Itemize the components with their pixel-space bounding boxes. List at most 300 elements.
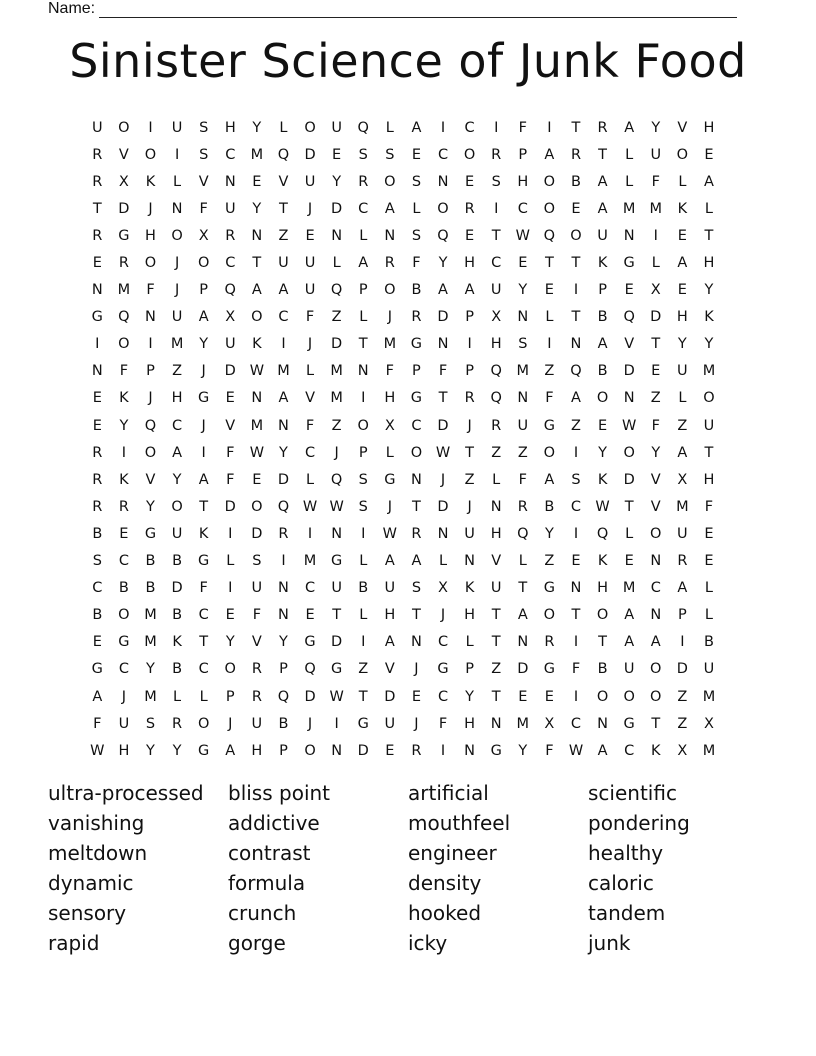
grid-letter: Z	[358, 661, 369, 678]
grid-letter: S	[411, 580, 422, 597]
grid-letter: C	[491, 255, 502, 272]
grid-letter: A	[597, 173, 608, 190]
grid-letter: D	[384, 688, 396, 705]
grid-letter: U	[384, 715, 396, 732]
grid-letter: L	[678, 390, 687, 407]
grid-letter: F	[438, 363, 448, 380]
grid-letter: U	[464, 525, 475, 542]
grid-letter: J	[387, 498, 392, 515]
grid-letter: L	[412, 200, 421, 217]
grid-letter: H	[703, 471, 715, 488]
grid-letter: G	[118, 227, 130, 244]
grid-letter: J	[414, 715, 419, 732]
grid-row	[84, 249, 722, 276]
grid-letter: G	[91, 309, 103, 326]
grid-letter: A	[92, 688, 103, 705]
grid-letter: Y	[252, 200, 262, 217]
grid-letter: E	[518, 255, 528, 272]
grid-letter: Y	[651, 119, 661, 136]
grid-letter: N	[490, 498, 502, 515]
grid-letter: X	[677, 742, 688, 759]
grid-letter: I	[361, 634, 366, 651]
grid-letter: L	[332, 255, 341, 272]
name-blank-line[interactable]	[99, 3, 737, 18]
grid-letter: U	[703, 417, 715, 434]
grid-letter: Y	[225, 634, 235, 651]
grid-letter: K	[597, 255, 608, 272]
grid-letter: F	[651, 417, 660, 434]
grid-letter: H	[384, 390, 396, 407]
word-list-item: icky	[408, 931, 448, 955]
grid-letter: E	[119, 525, 129, 542]
grid-letter: F	[305, 417, 315, 434]
grid-letter: Q	[490, 390, 502, 407]
grid-letter: R	[251, 661, 262, 678]
grid-letter: S	[491, 173, 501, 190]
grid-letter: L	[199, 688, 208, 705]
grid-letter: M	[250, 417, 264, 434]
grid-letter: F	[545, 390, 554, 407]
grid-letter: I	[467, 336, 472, 353]
grid-letter: M	[516, 715, 530, 732]
grid-letter: L	[704, 580, 713, 597]
grid-letter: T	[651, 336, 661, 353]
grid-letter: G	[331, 661, 343, 678]
grid-letter: W	[90, 742, 105, 759]
grid-letter: U	[331, 119, 342, 136]
grid-letter: C	[570, 498, 582, 515]
grid-letter: T	[624, 498, 634, 515]
grid-letter: G	[437, 661, 449, 678]
grid-letter: O	[171, 227, 183, 244]
grid-row	[84, 548, 722, 575]
grid-letter: C	[278, 309, 289, 326]
grid-letter: G	[623, 715, 635, 732]
grid-letter: R	[92, 498, 103, 515]
grid-letter: B	[118, 580, 129, 597]
grid-letter: O	[703, 390, 715, 407]
grid-letter: F	[305, 309, 315, 326]
grid-letter: O	[623, 688, 635, 705]
grid-letter: E	[411, 146, 421, 163]
grid-letter: I	[653, 227, 658, 244]
grid-letter: Z	[517, 444, 528, 461]
grid-letter: O	[676, 146, 689, 163]
grid-letter: O	[304, 742, 316, 759]
grid-letter: E	[225, 607, 235, 624]
grid-letter: Y	[172, 471, 182, 488]
grid-letter: E	[305, 227, 315, 244]
grid-letter: E	[518, 688, 528, 705]
grid-letter: C	[650, 580, 661, 597]
grid-letter: R	[544, 634, 555, 651]
grid-letter: A	[624, 634, 635, 651]
grid-letter: P	[598, 282, 607, 299]
grid-letter: T	[598, 634, 607, 651]
grid-letter: O	[543, 200, 556, 217]
grid-row	[84, 331, 722, 358]
grid-row	[84, 412, 722, 439]
grid-letter: B	[544, 498, 555, 515]
grid-letter: F	[146, 282, 155, 299]
word-list-item: tandem	[588, 901, 666, 925]
grid-letter: H	[703, 255, 715, 272]
grid-letter: I	[334, 715, 339, 732]
grid-letter: E	[597, 417, 608, 434]
grid-letter: Y	[704, 336, 714, 353]
grid-letter: R	[92, 146, 103, 163]
grid-letter: R	[464, 200, 475, 217]
grid-letter: N	[331, 742, 343, 759]
grid-letter: E	[411, 688, 421, 705]
grid-letter: L	[359, 553, 368, 570]
grid-letter: X	[677, 471, 688, 488]
grid-letter: J	[307, 715, 313, 732]
grid-letter: E	[544, 688, 554, 705]
grid-letter: W	[435, 444, 451, 461]
grid-letter: M	[117, 282, 131, 299]
grid-letter: E	[92, 634, 102, 651]
grid-letter: C	[358, 200, 369, 217]
grid-letter: G	[490, 742, 502, 759]
grid-letter: B	[411, 282, 422, 299]
grid-letter: U	[304, 255, 316, 272]
grid-letter: I	[547, 336, 552, 353]
grid-letter: O	[623, 444, 635, 461]
grid-letter: Y	[438, 255, 448, 272]
grid-letter: L	[306, 363, 315, 380]
grid-letter: E	[677, 227, 687, 244]
grid-row	[84, 222, 722, 249]
grid-letter: Y	[332, 173, 342, 190]
grid-letter: S	[145, 715, 156, 732]
grid-letter: R	[411, 309, 422, 326]
grid-letter: H	[703, 119, 715, 136]
grid-letter: N	[410, 634, 422, 651]
grid-letter: N	[357, 363, 369, 380]
grid-letter: L	[545, 309, 554, 326]
grid-letter: C	[198, 661, 209, 678]
grid-letter: E	[92, 417, 102, 434]
grid-row	[84, 358, 722, 385]
grid-letter: A	[411, 119, 422, 136]
grid-letter: V	[384, 661, 395, 678]
grid-letter: T	[199, 634, 209, 651]
grid-letter: B	[597, 309, 608, 326]
grid-letter: R	[677, 553, 688, 570]
grid-letter: J	[121, 688, 127, 705]
grid-letter: U	[384, 580, 396, 597]
word-list-item: ultra-processed	[48, 781, 204, 805]
grid-letter: T	[571, 119, 581, 136]
grid-letter: K	[145, 173, 156, 190]
grid-letter: Y	[146, 742, 155, 759]
grid-letter: A	[597, 200, 608, 217]
grid-letter: E	[252, 471, 262, 488]
grid-letter: B	[172, 553, 183, 570]
grid-letter: L	[625, 525, 634, 542]
grid-letter: X	[118, 173, 129, 190]
grid-letter: S	[571, 471, 581, 488]
grid-letter: B	[145, 580, 156, 597]
grid-letter: X	[544, 715, 555, 732]
grid-letter: N	[623, 390, 635, 407]
word-list-item: vanishing	[48, 811, 145, 835]
grid-letter: T	[598, 146, 607, 163]
grid-letter: U	[251, 715, 263, 732]
word-list-item: artificial	[408, 781, 489, 805]
grid-letter: U	[623, 661, 635, 678]
grid-letter: S	[199, 146, 209, 163]
grid-letter: L	[678, 173, 687, 190]
grid-letter: Z	[677, 688, 688, 705]
word-list-item: caloric	[588, 871, 654, 895]
grid-letter: S	[199, 119, 209, 136]
grid-letter: P	[358, 282, 368, 299]
grid-row	[84, 304, 722, 331]
name-field[interactable]	[48, 0, 737, 18]
grid-letter: G	[410, 336, 423, 353]
grid-letter: D	[517, 661, 529, 678]
grid-letter: L	[625, 173, 634, 190]
grid-letter: P	[465, 309, 474, 326]
grid-letter: G	[357, 715, 369, 732]
grid-letter: N	[251, 227, 263, 244]
grid-letter: B	[92, 525, 103, 542]
grid-letter: L	[359, 607, 368, 624]
grid-letter: Q	[330, 471, 343, 488]
grid-letter: O	[384, 173, 396, 190]
word-list	[48, 780, 768, 956]
grid-letter: M	[170, 336, 184, 353]
grid-letter: H	[171, 390, 183, 407]
grid-row	[84, 439, 722, 466]
grid-letter: Q	[277, 688, 290, 705]
grid-letter: G	[543, 417, 556, 434]
grid-letter: Q	[623, 309, 635, 326]
grid-letter: G	[118, 634, 130, 651]
grid-letter: T	[199, 498, 209, 515]
grid-letter: N	[517, 309, 529, 326]
grid-letter: R	[92, 444, 103, 461]
grid-letter: W	[622, 417, 637, 434]
grid-letter: P	[465, 661, 474, 678]
grid-row	[84, 385, 722, 412]
grid-letter: V	[650, 471, 661, 488]
grid-letter: D	[437, 498, 449, 515]
grid-letter: A	[358, 255, 369, 272]
grid-letter: H	[464, 255, 476, 272]
grid-letter: A	[624, 119, 635, 136]
grid-letter: M	[622, 200, 636, 217]
grid-letter: I	[174, 146, 180, 163]
grid-letter: T	[252, 255, 262, 272]
grid-letter: D	[277, 471, 290, 488]
grid-letter: I	[361, 390, 366, 407]
grid-letter: U	[171, 119, 183, 136]
grid-letter: U	[224, 336, 236, 353]
grid-letter: G	[304, 634, 316, 651]
grid-letter: B	[703, 634, 714, 651]
word-list-item: meltdown	[48, 841, 148, 865]
grid-letter: E	[544, 282, 554, 299]
grid-letter: R	[384, 255, 395, 272]
grid-letter: U	[517, 417, 529, 434]
grid-letter: A	[544, 471, 555, 488]
grid-letter: J	[174, 255, 180, 272]
grid-letter: T	[411, 607, 421, 624]
grid-letter: I	[573, 525, 579, 542]
grid-letter: I	[494, 200, 499, 217]
grid-letter: O	[410, 444, 423, 461]
grid-letter: V	[491, 553, 502, 570]
grid-letter: A	[677, 255, 688, 272]
grid-letter: O	[596, 688, 609, 705]
grid-letter: N	[597, 715, 608, 732]
grid-row	[84, 493, 722, 520]
grid-letter: N	[278, 417, 289, 434]
grid-letter: G	[144, 525, 157, 542]
grid-letter: V	[225, 417, 236, 434]
grid-letter: E	[651, 363, 661, 380]
grid-letter: A	[464, 282, 475, 299]
grid-letter: L	[518, 553, 527, 570]
grid-letter: K	[597, 471, 608, 488]
grid-letter: U	[171, 525, 183, 542]
grid-letter: O	[650, 525, 662, 542]
grid-letter: C	[118, 661, 129, 678]
grid-letter: E	[624, 553, 634, 570]
grid-letter: O	[543, 607, 556, 624]
grid-letter: U	[331, 580, 342, 597]
grid-letter: O	[197, 255, 210, 272]
grid-row	[84, 466, 722, 493]
grid-letter: Z	[331, 417, 342, 434]
grid-row	[84, 141, 722, 168]
grid-letter: S	[385, 146, 395, 163]
grid-letter: T	[92, 200, 102, 217]
grid-letter: P	[677, 607, 687, 624]
grid-letter: P	[358, 444, 368, 461]
grid-letter: Z	[331, 309, 342, 326]
grid-letter: I	[148, 336, 153, 353]
grid-letter: Z	[650, 390, 661, 407]
grid-letter: T	[358, 336, 368, 353]
grid-letter: Y	[279, 634, 288, 651]
grid-letter: B	[92, 607, 103, 624]
grid-letter: F	[545, 742, 554, 759]
grid-letter: D	[251, 525, 263, 542]
grid-letter: Z	[491, 444, 502, 461]
grid-letter: S	[358, 146, 368, 163]
grid-letter: E	[92, 255, 102, 272]
grid-letter: M	[144, 634, 157, 651]
grid-letter: L	[359, 227, 368, 244]
grid-letter: P	[279, 661, 288, 678]
grid-letter: O	[171, 498, 183, 515]
grid-letter: Q	[277, 498, 290, 515]
grid-letter: H	[517, 173, 529, 190]
grid-letter: T	[544, 255, 554, 272]
grid-letter: D	[623, 363, 635, 380]
grid-letter: H	[464, 715, 476, 732]
grid-letter: I	[440, 742, 446, 759]
grid-letter: T	[491, 634, 501, 651]
grid-letter: I	[440, 119, 446, 136]
grid-letter: C	[437, 634, 449, 651]
grid-letter: K	[704, 309, 714, 326]
grid-letter: K	[677, 200, 688, 217]
grid-letter: A	[703, 173, 714, 190]
grid-letter: F	[119, 363, 129, 380]
grid-letter: Q	[570, 363, 582, 380]
grid-letter: N	[437, 173, 449, 190]
grid-letter: Y	[518, 282, 528, 299]
grid-letter: J	[201, 363, 206, 380]
grid-letter: I	[281, 336, 286, 353]
grid-letter: T	[411, 498, 421, 515]
grid-letter: R	[411, 742, 422, 759]
grid-letter: A	[384, 553, 395, 570]
grid-letter: E	[305, 607, 315, 624]
grid-letter: W	[249, 444, 265, 461]
grid-letter: U	[304, 282, 316, 299]
grid-letter: T	[571, 309, 581, 326]
grid-letter: K	[597, 553, 608, 570]
grid-letter: I	[573, 634, 579, 651]
grid-letter: T	[465, 444, 475, 461]
grid-letter: D	[676, 661, 688, 678]
grid-letter: Z	[172, 363, 183, 380]
word-list-item: contrast	[228, 841, 311, 865]
grid-letter: F	[93, 715, 102, 732]
grid-letter: P	[199, 282, 209, 299]
grid-letter: I	[201, 444, 206, 461]
grid-letter: T	[332, 607, 342, 624]
grid-letter: A	[384, 200, 395, 217]
grid-letter: N	[224, 173, 236, 190]
grid-row	[84, 710, 722, 737]
grid-letter: N	[570, 580, 582, 597]
grid-letter: Q	[437, 227, 449, 244]
grid-letter: H	[251, 742, 263, 759]
grid-letter: F	[199, 200, 208, 217]
grid-letter: L	[359, 309, 368, 326]
word-list-item: healthy	[588, 841, 664, 865]
word-list-item: dynamic	[48, 871, 134, 895]
grid-letter: P	[412, 363, 421, 380]
grid-letter: X	[198, 227, 209, 244]
grid-letter: H	[490, 525, 502, 542]
grid-letter: A	[278, 282, 289, 299]
grid-letter: S	[358, 498, 368, 515]
grid-letter: V	[624, 336, 635, 353]
grid-letter: V	[677, 119, 688, 136]
grid-letter: L	[704, 607, 713, 624]
grid-letter: Z	[677, 417, 688, 434]
grid-letter: A	[225, 742, 236, 759]
grid-letter: E	[465, 227, 475, 244]
grid-letter: L	[465, 634, 474, 651]
grid-letter: A	[677, 444, 688, 461]
grid-letter: A	[677, 580, 688, 597]
grid-letter: H	[118, 742, 130, 759]
grid-letter: W	[568, 742, 584, 759]
grid-letter: A	[438, 282, 448, 299]
grid-letter: Y	[172, 742, 182, 759]
grid-letter: Z	[677, 715, 688, 732]
grid-letter: R	[570, 146, 582, 163]
